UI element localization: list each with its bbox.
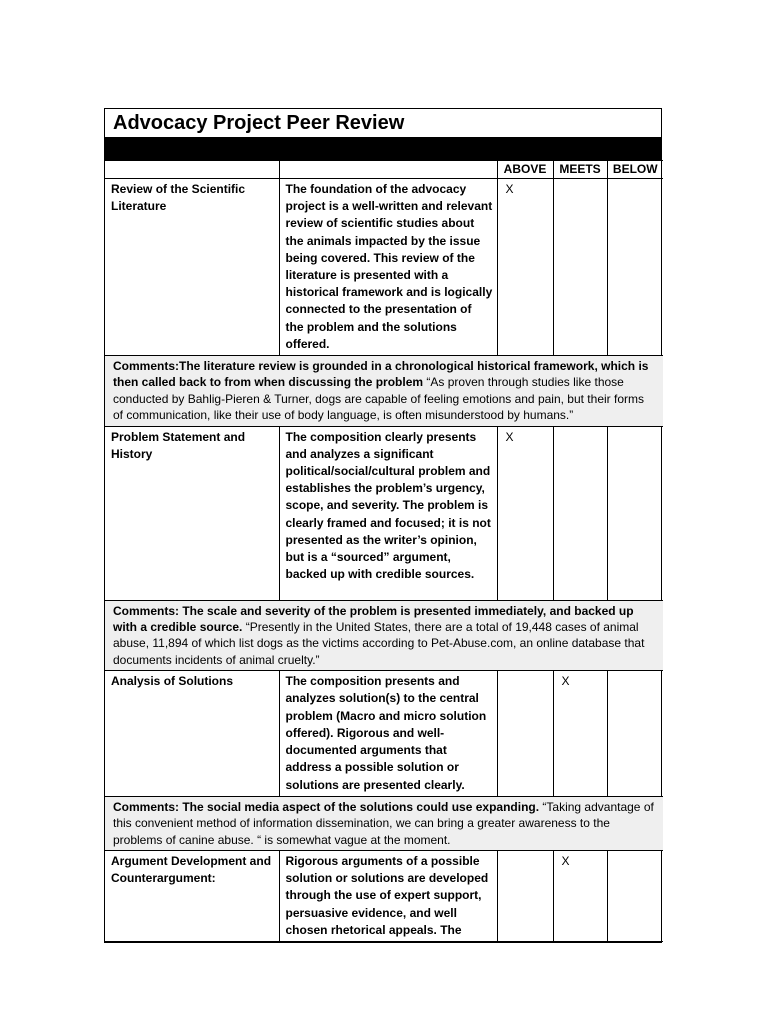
- mark-meets: X: [553, 671, 607, 796]
- comment-row: [105, 600, 663, 671]
- mark-meets: X: [553, 850, 607, 941]
- header-above: ABOVE: [497, 161, 553, 179]
- comment-row: [105, 356, 663, 427]
- comment-quote: “Presently in the United States, there are a total of 19,448 cases of animal abuse, 11,894 of which list dogs as the victims according to Pet-Abuse.com, an online database that documents incidents of animal cruelty.”: [113, 620, 645, 667]
- comment-cell: [105, 796, 663, 850]
- criterion-label: Argument Development and Counterargument:: [105, 850, 279, 941]
- mark-meets: [553, 179, 607, 356]
- mark-above: X: [497, 179, 553, 356]
- comment-cell: [105, 600, 663, 671]
- mark-above: [497, 671, 553, 796]
- criterion-label: Analysis of Solutions: [105, 671, 279, 796]
- section-header: Rhetoric and Argument: [105, 138, 661, 160]
- criterion-label: Review of the Scientific Literature: [105, 179, 279, 356]
- peer-review-document: [104, 108, 662, 943]
- header-below: BELOW: [607, 161, 663, 179]
- mark-below: [607, 426, 663, 600]
- rubric-row-problem: [105, 426, 663, 600]
- mark-below: [607, 671, 663, 796]
- rubric-header-row: [105, 161, 663, 179]
- criterion-description: Rigorous arguments of a possible solution or solutions are developed through the use of expert support, persuasive evidence, and well chosen rhetorical appeals. The: [279, 850, 497, 941]
- mark-above: X: [497, 426, 553, 600]
- header-meets: MEETS: [553, 161, 607, 179]
- mark-above: [497, 850, 553, 941]
- header-empty-cell: [105, 161, 279, 179]
- comment-lead: Comments:The literature review is grounded in a chronological historical framework, which is then called back to from when discussing the problem: [113, 359, 649, 390]
- mark-meets: [553, 426, 607, 600]
- criterion-description: The composition presents and analyzes solution(s) to the central problem (Macro and micro solution offered). Rigorous and well-documented arguments that address a possible solution or solutions are presented clearly.: [279, 671, 497, 796]
- comment-lead: Comments: The scale and severity of the problem is presented immediately, and backed up with a credible source.: [113, 603, 634, 635]
- rubric-row-argument: [105, 850, 663, 941]
- comment-cell: [105, 356, 663, 427]
- comment-quote: “As proven through studies like those conducted by Bahlig-Pieren & Turner, dogs are capable of feeling emotions and pain, but their forms of communication, like their use of body language, is often misunderstood by humans.”: [113, 375, 644, 423]
- comment-lead: Comments: The social media aspect of the solutions could use expanding.: [113, 799, 540, 814]
- criterion-label: Problem Statement and History: [105, 426, 279, 600]
- criterion-description: The foundation of the advocacy project is a well-written and relevant review of scientific studies about the animals impacted by the issue being covered. This review of the literature is presented with a historical framework and is logically connected to the presentation of the problem and the solutions offered.: [279, 179, 497, 356]
- criterion-description: The composition clearly presents and analyzes a significant political/social/cultural problem and establishes the problem’s urgency, scope, and severity. The problem is clearly framed and focused; it is not presented as the writer’s opinion, but is a “sourced” argument, backed up with credible sources.: [279, 426, 497, 600]
- comment-row: [105, 796, 663, 850]
- rubric-row-solutions: [105, 671, 663, 796]
- rubric-row-literature: [105, 179, 663, 356]
- mark-below: [607, 179, 663, 356]
- rubric-table: [105, 160, 663, 942]
- header-empty-cell: [279, 161, 497, 179]
- document-title: Advocacy Project Peer Review: [105, 109, 661, 138]
- mark-below: [607, 850, 663, 941]
- comment-quote: “Taking advantage of this convenient method of information dissemination, we can bring a greater awareness to the problems of canine abuse. “ is somewhat vague at the moment.: [113, 799, 654, 847]
